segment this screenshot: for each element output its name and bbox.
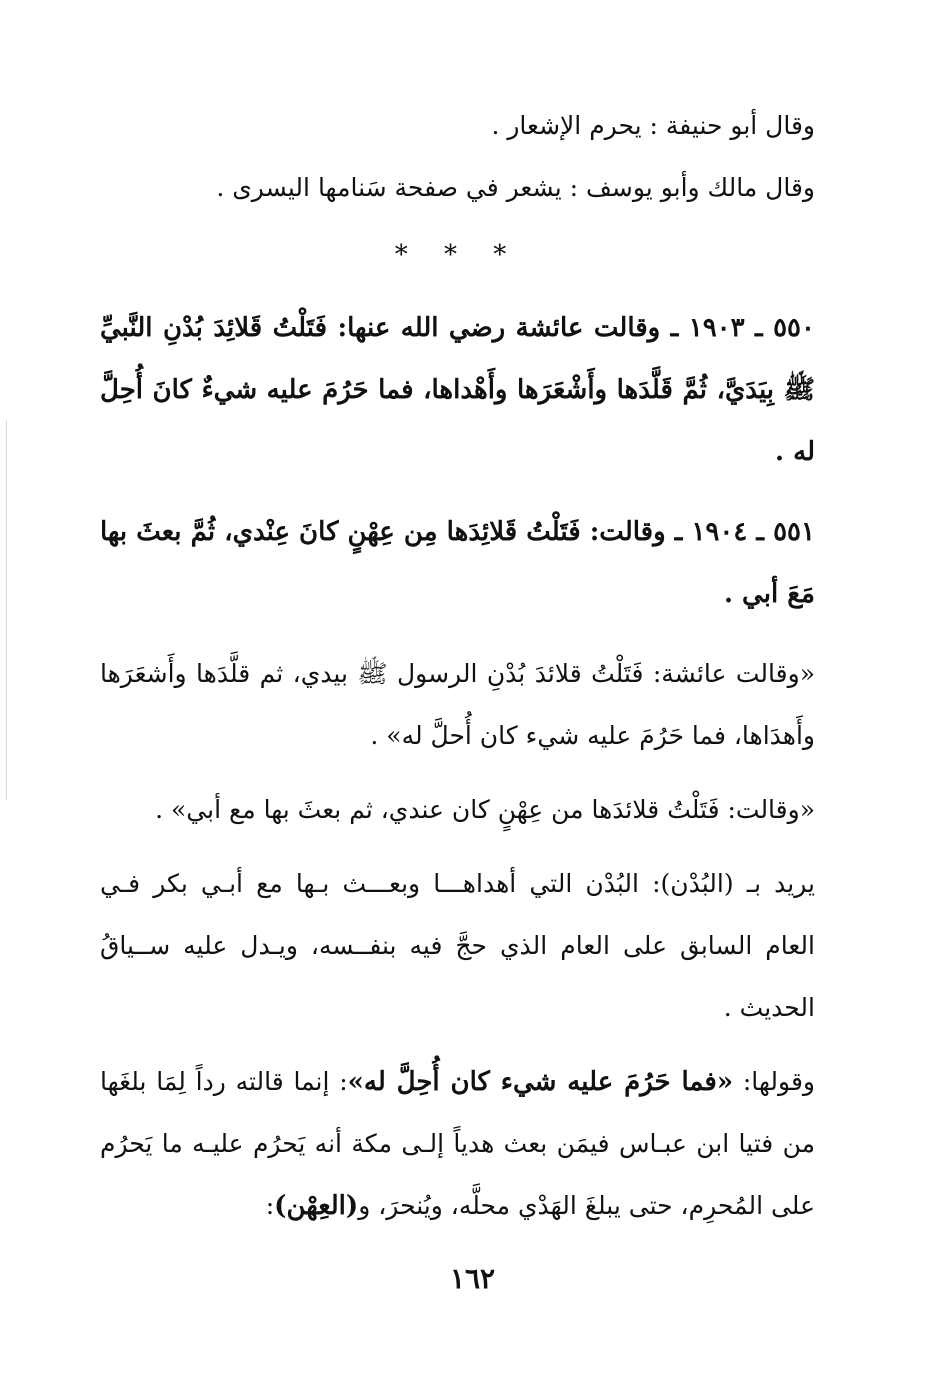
commentary-start: وقولها: (733, 1067, 815, 1096)
hadith-550: ٥٥٠ ـ ١٩٠٣ ـ وقالت عائشة رضي الله عنها: فَتَلْتُ قَلائِدَ بُدْنِ النَّبيِّ ﷺ بِيَدَيَّ، ثُمَّ قَلَّدَها وأَشْعَرَها وأَهْداها، فما حَرُمَ عليه شيءٌ كانَ أُحِلَّ له . (100, 313, 815, 467)
abu-hanifa-opinion: وقال أبو حنيفة : يحرم الإشعار . (491, 111, 815, 140)
commentary-end: : (265, 1191, 275, 1220)
commentary-term-ihn: (العِهْن) (274, 1191, 359, 1221)
quote-aisha-1: «وقالت عائشة: فَتَلْتُ قلائدَ بُدْنِ الرسول ﷺ بيدي، ثم قلَّدَها وأَشعَرَها وأَهدَاها، فما حَرُمَ عليه شيء كان أُحلَّ له» . (100, 659, 815, 750)
malik-abu-yusuf-opinion: وقال مالك وأبو يوسف : يشعر في صفحة سَنامها اليسرى . (216, 173, 815, 202)
hadith-551: ٥٥١ ـ ١٩٠٤ ـ وقالت: فَتَلْتُ قَلائِدَها مِن عِهْنٍ كانَ عِنْدي، ثُمَّ بعثَ بها مَعَ أبي . (100, 517, 815, 609)
commentary-statement (100, 1051, 815, 1237)
commentary-budn: يريد بـ (البُدْن): البُدْن التي أهداهـــا وبعـــث بـها مع أبـي بكر فـي العام السابق على العام الذي حجَّ فيه بنفــسه، ويـدل عليه ســياقُ الحديث . (100, 869, 815, 1022)
commentary-quoted-phrase: «فما حَرُمَ عليه شيء كان أُحِلَّ له» (347, 1067, 734, 1097)
section-divider-stars: * * * (394, 240, 521, 270)
page-fold-line (6, 420, 7, 800)
page-number: ١٦٢ (449, 1262, 496, 1295)
quote-aisha-2: «وقالت: فَتَلْتُ قلائدَها من عِهْنٍ كان عندي، ثم بعثَ بها مع أبي» . (155, 795, 815, 824)
book-page (100, 95, 815, 1325)
commentary-body: : إنما قالته رداً لِمَا بلغَها من فتيا ابن عبـاس فيمَن بعث هدياً إلـى مكة أنه يَحرُم عليـه ما يَحرُم على المُحرِم، حتى يبلغَ الهَدْي محلَّه، ويُنحرَ، و (100, 1067, 815, 1220)
